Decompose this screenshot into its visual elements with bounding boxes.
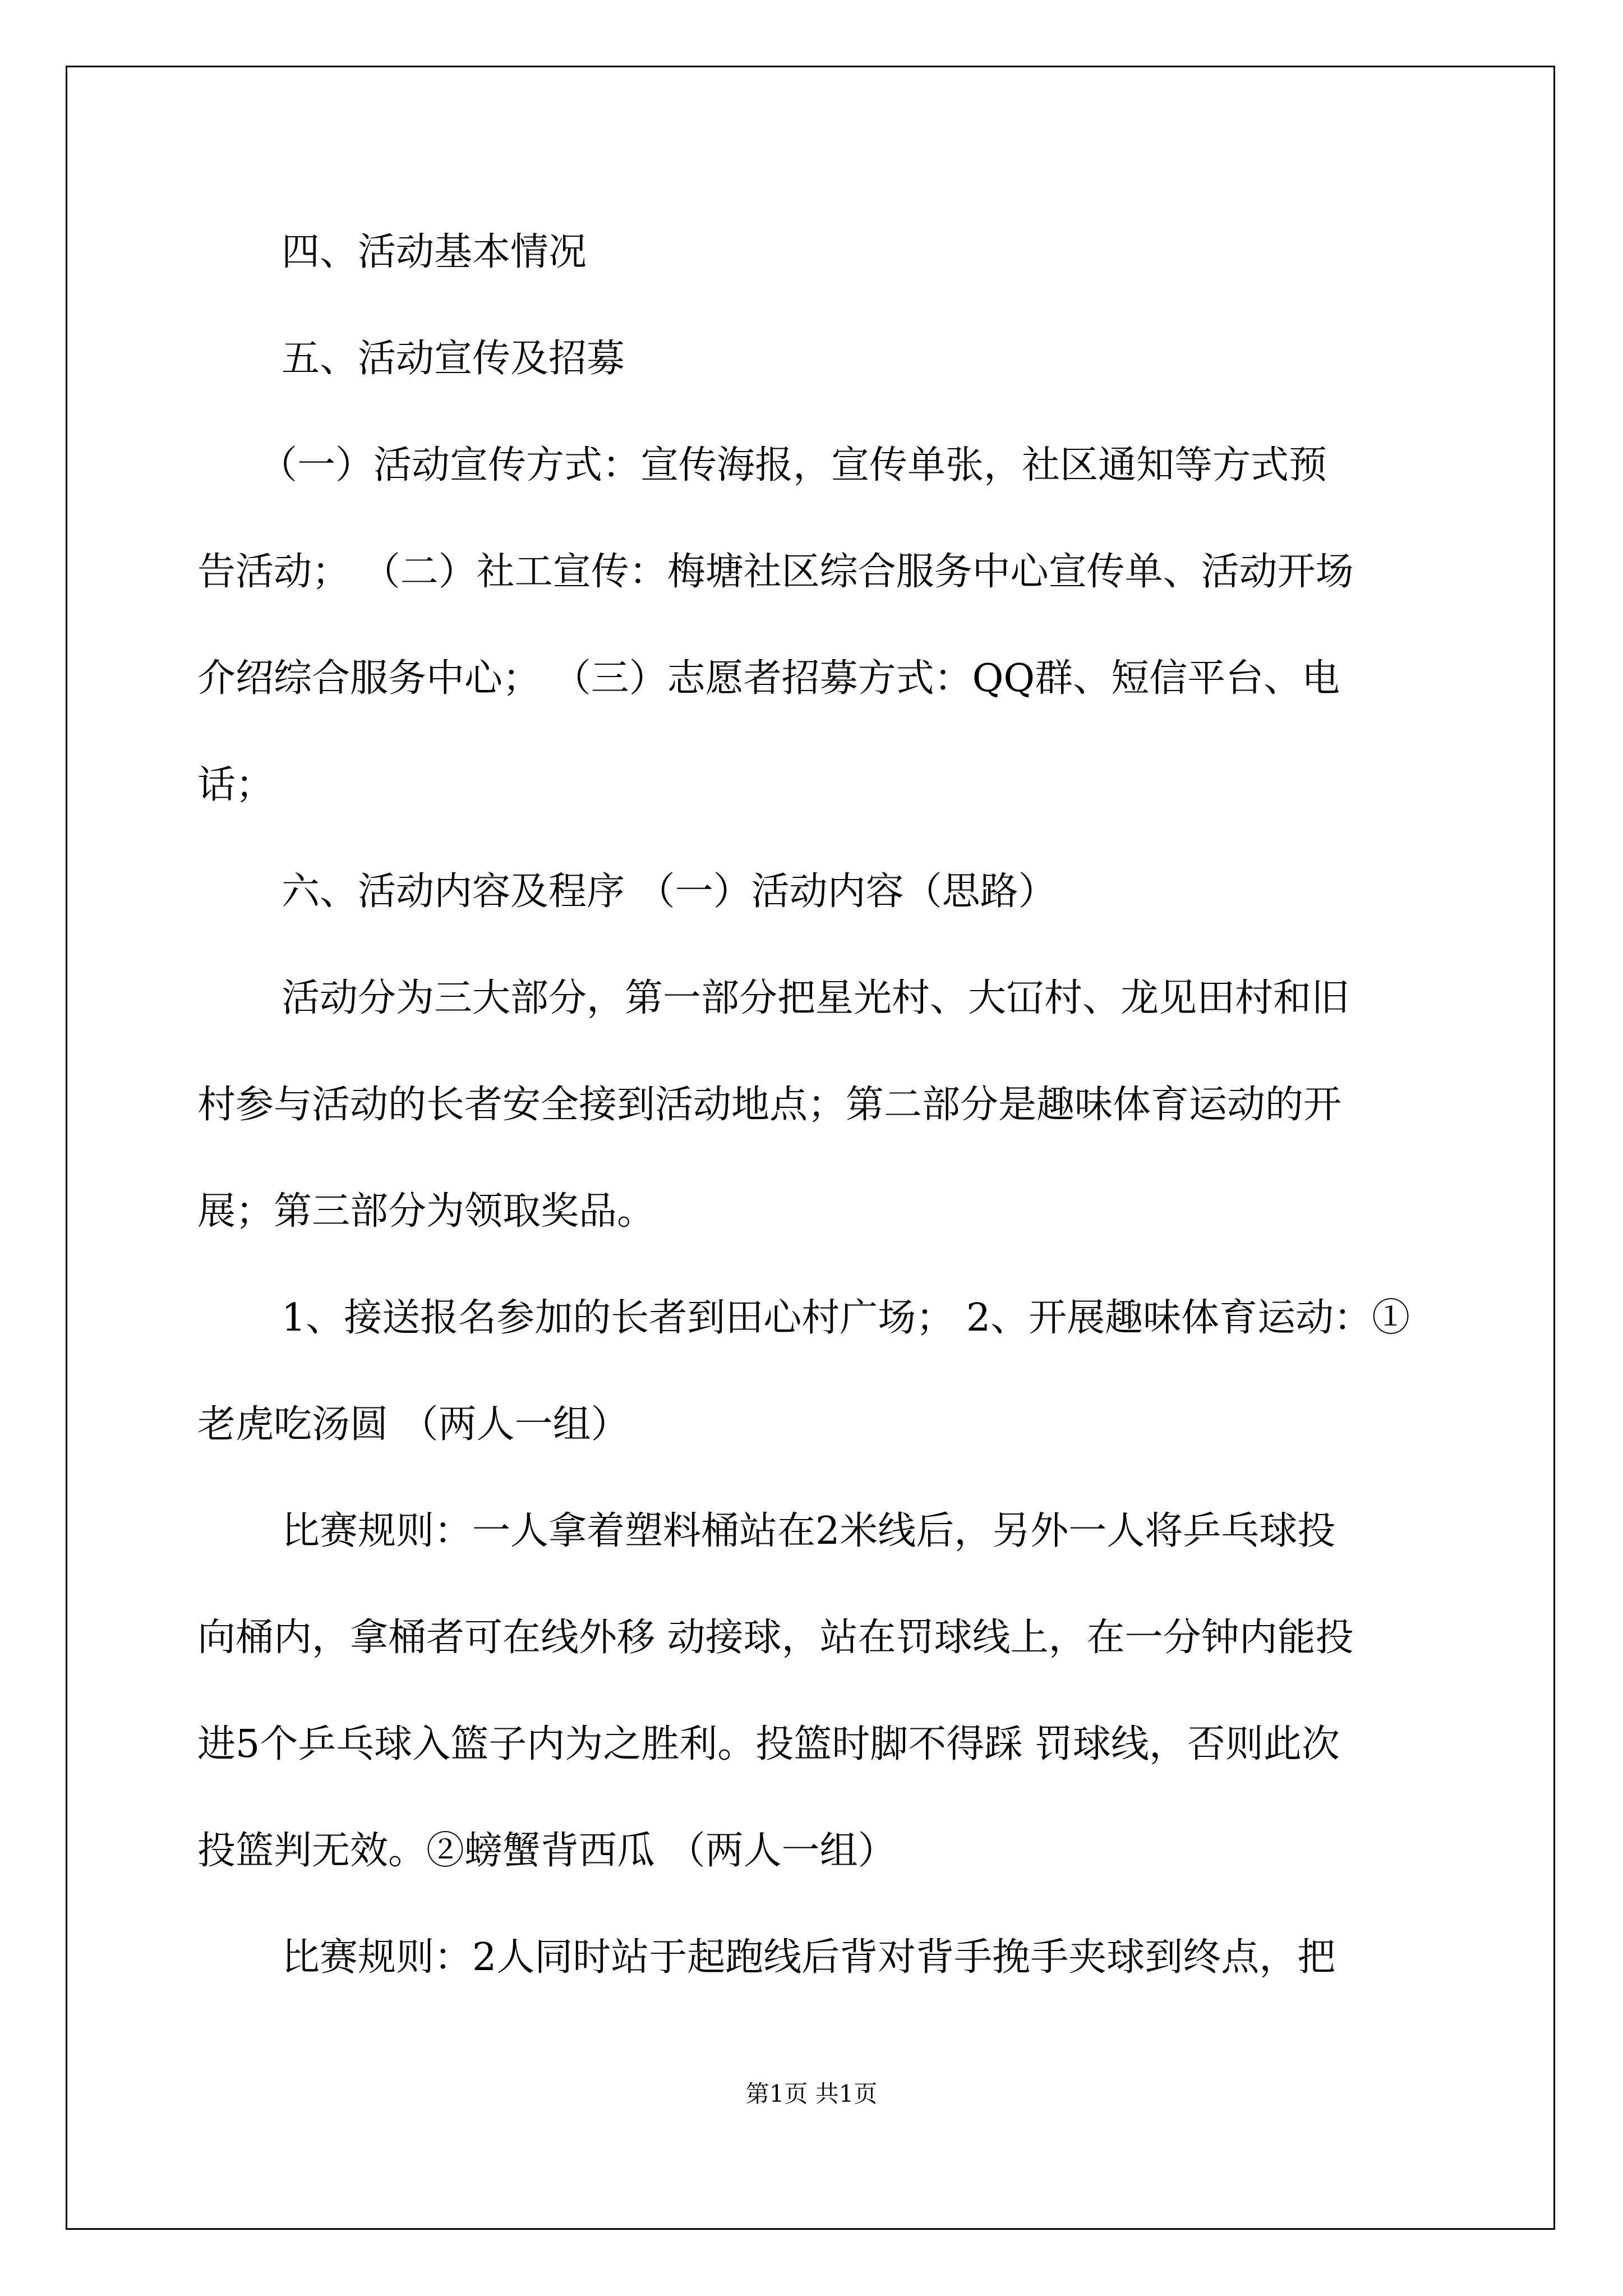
paragraph-line: 展；第三部分为领取奖品。: [197, 1189, 656, 1234]
heading-section-5: 五、活动宣传及招募: [282, 337, 625, 381]
heading-section-4: 四、活动基本情况: [282, 230, 587, 274]
paragraph-line: 向桶内，拿桶者可在线外移 动接球，站在罚球线上，在一分钟内能投: [197, 1616, 1354, 1660]
page-border: [66, 66, 1555, 2230]
paragraph-line: 村参与活动的长者安全接到活动地点；第二部分是趣味体育运动的开: [197, 1083, 1342, 1127]
paragraph-line: 投篮判无效。②螃蟹背西瓜 （两人一组）: [197, 1829, 896, 1873]
paragraph-line: （一）活动宣传方式：宣传海报，宣传单张，社区通知等方式预: [259, 443, 1327, 487]
paragraph-line: 活动分为三大部分，第一部分把星光村、大冚村、龙见田村和旧: [282, 976, 1350, 1020]
paragraph-line: 话；: [197, 763, 274, 807]
paragraph-line: 比赛规则：一人拿着塑料桶站在2米线后，另外一人将乒乓球投: [282, 1509, 1336, 1553]
paragraph-line: 1、接送报名参加的长者到田心村广场； 2、开展趣味体育运动：①: [282, 1296, 1410, 1340]
paragraph-line: 比赛规则：2人同时站于起跑线后背对背手挽手夹球到终点，把: [282, 1935, 1336, 1980]
paragraph-line: 告活动； （二）社工宣传：梅塘社区综合服务中心宣传单、活动开场: [197, 550, 1354, 594]
heading-section-6: 六、活动内容及程序 （一）活动内容（思路）: [282, 869, 1057, 914]
page-footer: 第1页 共1页: [745, 2080, 878, 2108]
paragraph-line: 介绍综合服务中心； （三）志愿者招募方式：QQ群、短信平台、电: [197, 656, 1340, 701]
paragraph-line: 进5个乒乓球入篮子内为之胜利。投篮时脚不得踩 罚球线，否则此次: [197, 1722, 1340, 1766]
paragraph-line: 老虎吃汤圆 （两人一组）: [197, 1402, 629, 1447]
